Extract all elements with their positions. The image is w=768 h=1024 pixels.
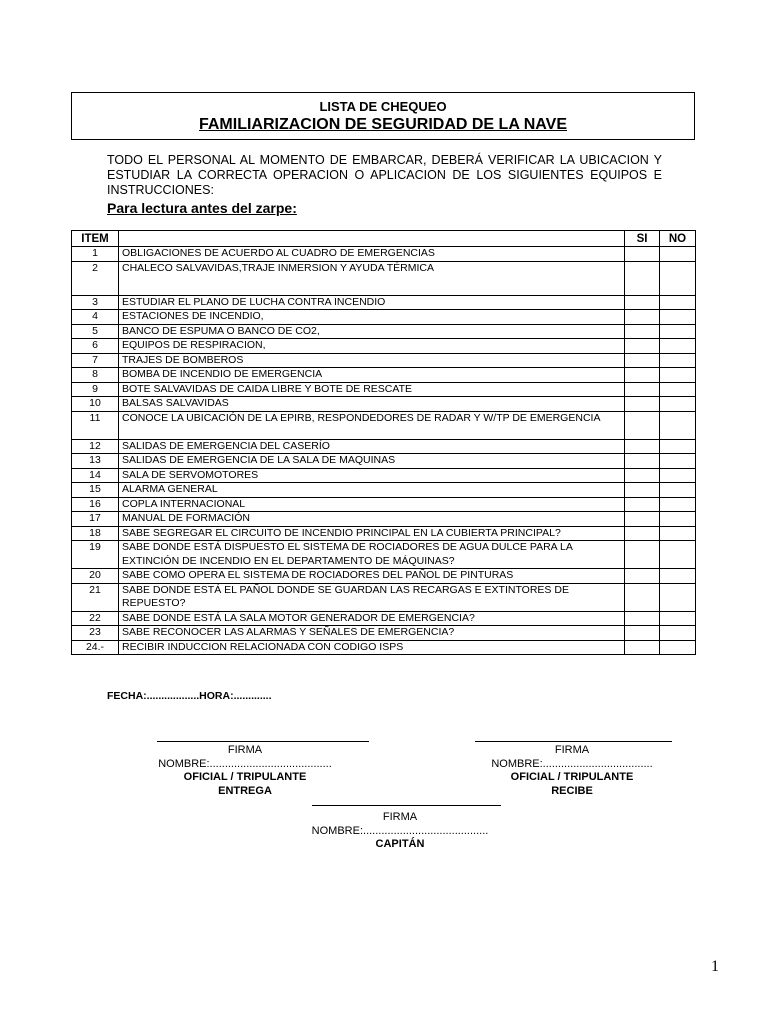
- row-no-cell[interactable]: [660, 541, 696, 569]
- section-subheading: Para lectura antes del zarpe:: [107, 200, 297, 216]
- row-description: RECIBIR INDUCCION RELACIONADA CON CODIGO ISPS: [119, 640, 625, 655]
- row-si-cell[interactable]: [625, 247, 660, 262]
- row-item-number: 3: [72, 295, 119, 310]
- row-description: SABE DONDE ESTÁ LA SALA MOTOR GENERADOR DE EMERGENCIA?: [119, 611, 625, 626]
- row-description: SABE COMO OPERA EL SISTEMA DE ROCIADORES DEL PAÑOL DE PINTURAS: [119, 569, 625, 584]
- row-item-number: 16: [72, 497, 119, 512]
- table-row: [72, 483, 696, 498]
- table-row: [72, 397, 696, 412]
- row-si-cell[interactable]: [625, 497, 660, 512]
- role-label-left: OFICIAL / TRIPULANTE: [183, 771, 307, 783]
- row-no-cell[interactable]: [660, 454, 696, 469]
- action-label-left: ENTREGA: [218, 784, 272, 797]
- table-row: [72, 324, 696, 339]
- table-row: [72, 468, 696, 483]
- table-row: [72, 247, 696, 262]
- row-item-number: 11: [72, 411, 119, 439]
- document-title: LISTA DE CHEQUEO: [319, 99, 447, 114]
- table-row: [72, 339, 696, 354]
- row-item-number: 15: [72, 483, 119, 498]
- table-row: [72, 541, 696, 569]
- row-si-cell[interactable]: [625, 569, 660, 584]
- row-no-cell[interactable]: [660, 611, 696, 626]
- intro-paragraph: TODO EL PERSONAL AL MOMENTO DE EMBARCAR, DEBERÁ VERIFICAR LA UBICACION Y ESTUDIAR LA CORRECTA OPERACION O APLICACION DE LOS SIGUIENTES EQUIPOS E INSTRUCCIONES:: [107, 153, 662, 197]
- row-no-cell[interactable]: [660, 497, 696, 512]
- row-item-number: 19: [72, 541, 119, 569]
- row-no-cell[interactable]: [660, 569, 696, 584]
- firma-label-captain: FIRMA: [382, 811, 418, 823]
- row-no-cell[interactable]: [660, 397, 696, 412]
- row-si-cell[interactable]: [625, 583, 660, 611]
- row-description: MANUAL DE FORMACIÓN: [119, 512, 625, 527]
- date-time-field: FECHA:..................HORA:.............: [107, 690, 272, 702]
- nombre-field-left: NOMBRE:........................................: [158, 757, 332, 770]
- firma-label-left: FIRMA: [227, 744, 263, 756]
- row-description: SABE DONDE ESTÁ EL PAÑOL DONDE SE GUARDAN LAS RECARGAS E EXTINTORES DE REPUESTO?: [119, 583, 625, 611]
- row-no-cell[interactable]: [660, 626, 696, 641]
- table-row: [72, 640, 696, 655]
- header-si: SI: [625, 231, 660, 247]
- row-si-cell[interactable]: [625, 640, 660, 655]
- row-item-number: 4: [72, 310, 119, 325]
- table-row: [72, 569, 696, 584]
- row-item-number: 14: [72, 468, 119, 483]
- row-description: ESTUDIAR EL PLANO DE LUCHA CONTRA INCENDIO: [119, 295, 625, 310]
- role-label-captain: CAPITÁN: [375, 838, 425, 850]
- signature-block-left: [140, 744, 350, 798]
- row-no-cell[interactable]: [660, 310, 696, 325]
- row-si-cell[interactable]: [625, 295, 660, 310]
- signature-line-left: [157, 741, 369, 742]
- row-si-cell[interactable]: [625, 368, 660, 383]
- row-si-cell[interactable]: [625, 611, 660, 626]
- document-header: [71, 92, 695, 140]
- table-row: [72, 411, 696, 439]
- row-description: CONOCE LA UBICACIÓN DE LA EPIRB, RESPONDEDORES DE RADAR Y W/TP DE EMERGENCIA: [119, 411, 625, 439]
- row-description: BALSAS SALVAVIDAS: [119, 397, 625, 412]
- row-description: BOTE SALVAVIDAS DE CAIDA LIBRE Y BOTE DE RESCATE: [119, 382, 625, 397]
- row-si-cell[interactable]: [625, 626, 660, 641]
- nombre-field-captain: NOMBRE:.........................................: [311, 824, 489, 837]
- row-si-cell[interactable]: [625, 261, 660, 295]
- row-item-number: 7: [72, 353, 119, 368]
- row-item-number: 22: [72, 611, 119, 626]
- row-si-cell[interactable]: [625, 353, 660, 368]
- row-item-number: 5: [72, 324, 119, 339]
- row-item-number: 1: [72, 247, 119, 262]
- row-description: SALIDAS DE EMERGENCIA DE LA SALA DE MAQUINAS: [119, 454, 625, 469]
- table-header-row: [72, 231, 696, 247]
- row-si-cell[interactable]: [625, 468, 660, 483]
- row-item-number: 13: [72, 454, 119, 469]
- row-si-cell[interactable]: [625, 541, 660, 569]
- row-item-number: 18: [72, 526, 119, 541]
- document-subtitle: FAMILIARIZACION DE SEGURIDAD DE LA NAVE: [198, 116, 567, 133]
- row-no-cell[interactable]: [660, 640, 696, 655]
- row-description: SABE DONDE ESTÁ DISPUESTO EL SISTEMA DE ROCIADORES DE AGUA DULCE PARA LA EXTINCIÓN DE INCENDIO EN EL DEPARTAMENTO DE MÁQUINAS?: [119, 541, 625, 569]
- row-item-number: 17: [72, 512, 119, 527]
- row-si-cell[interactable]: [625, 382, 660, 397]
- signature-line-captain: [312, 805, 501, 806]
- row-item-number: 20: [72, 569, 119, 584]
- role-label-right: OFICIAL / TRIPULANTE: [510, 771, 634, 783]
- signature-block-right: [462, 744, 682, 798]
- table-row: [72, 439, 696, 454]
- header-no: NO: [660, 231, 696, 247]
- table-row: [72, 353, 696, 368]
- table-row: [72, 611, 696, 626]
- row-si-cell[interactable]: [625, 411, 660, 439]
- firma-label-right: FIRMA: [554, 744, 590, 756]
- table-row: [72, 512, 696, 527]
- row-si-cell[interactable]: [625, 512, 660, 527]
- row-item-number: 23: [72, 626, 119, 641]
- row-item-number: 2: [72, 261, 119, 295]
- row-si-cell[interactable]: [625, 397, 660, 412]
- table-row: [72, 368, 696, 383]
- row-si-cell[interactable]: [625, 526, 660, 541]
- row-no-cell[interactable]: [660, 382, 696, 397]
- table-row: [72, 382, 696, 397]
- action-label-right: RECIBE: [551, 784, 593, 797]
- row-item-number: 9: [72, 382, 119, 397]
- row-si-cell[interactable]: [625, 439, 660, 454]
- row-no-cell[interactable]: [660, 526, 696, 541]
- row-si-cell[interactable]: [625, 310, 660, 325]
- row-description: SABE SEGREGAR EL CIRCUITO DE INCENDIO PRINCIPAL EN LA CUBIERTA PRINCIPAL?: [119, 526, 625, 541]
- table-row: [72, 497, 696, 512]
- row-item-number: 10: [72, 397, 119, 412]
- row-no-cell[interactable]: [660, 261, 696, 295]
- row-si-cell[interactable]: [625, 483, 660, 498]
- table-row: [72, 583, 696, 611]
- row-description: COPLA INTERNACIONAL: [119, 497, 625, 512]
- row-description: CHALECO SALVAVIDAS,TRAJE INMERSION Y AYUDA TÉRMICA: [119, 261, 625, 295]
- row-description: SALA DE SERVOMOTORES: [119, 468, 625, 483]
- row-no-cell[interactable]: [660, 339, 696, 354]
- table-row: [72, 261, 696, 295]
- row-si-cell[interactable]: [625, 339, 660, 354]
- row-description: OBLIGACIONES DE ACUERDO AL CUADRO DE EMERGENCIAS: [119, 247, 625, 262]
- row-item-number: 12: [72, 439, 119, 454]
- row-no-cell[interactable]: [660, 483, 696, 498]
- row-description: BANCO DE ESPUMA O BANCO DE CO2,: [119, 324, 625, 339]
- table-row: [72, 295, 696, 310]
- signature-block-captain: [295, 811, 505, 852]
- page-number: 1: [711, 958, 719, 975]
- row-no-cell[interactable]: [660, 295, 696, 310]
- header-item: ITEM: [72, 231, 119, 247]
- row-item-number: 24.-: [72, 640, 119, 655]
- row-no-cell[interactable]: [660, 439, 696, 454]
- row-description: BOMBA DE INCENDIO DE EMERGENCIA: [119, 368, 625, 383]
- row-no-cell[interactable]: [660, 411, 696, 439]
- row-no-cell[interactable]: [660, 468, 696, 483]
- row-no-cell[interactable]: [660, 353, 696, 368]
- row-no-cell[interactable]: [660, 324, 696, 339]
- table-row: [72, 526, 696, 541]
- row-description: EQUIPOS DE RESPIRACION,: [119, 339, 625, 354]
- table-row: [72, 626, 696, 641]
- row-item-number: 21: [72, 583, 119, 611]
- row-description: SABE RECONOCER LAS ALARMAS Y SEÑALES DE EMERGENCIA?: [119, 626, 625, 641]
- table-row: [72, 310, 696, 325]
- nombre-field-right: NOMBRE:....................................: [491, 757, 653, 770]
- signature-line-right: [475, 741, 672, 742]
- table-row: [72, 454, 696, 469]
- row-si-cell[interactable]: [625, 324, 660, 339]
- row-description: TRAJES DE BOMBEROS: [119, 353, 625, 368]
- checklist-table: [71, 230, 696, 655]
- row-item-number: 8: [72, 368, 119, 383]
- row-description: ALARMA GENERAL: [119, 483, 625, 498]
- row-description: SALIDAS DE EMERGENCIA DEL CASERÍO: [119, 439, 625, 454]
- row-no-cell[interactable]: [660, 512, 696, 527]
- row-item-number: 6: [72, 339, 119, 354]
- row-no-cell[interactable]: [660, 247, 696, 262]
- row-description: ESTACIONES DE INCENDIO,: [119, 310, 625, 325]
- row-no-cell[interactable]: [660, 368, 696, 383]
- row-si-cell[interactable]: [625, 454, 660, 469]
- header-description: [119, 231, 625, 247]
- row-no-cell[interactable]: [660, 583, 696, 611]
